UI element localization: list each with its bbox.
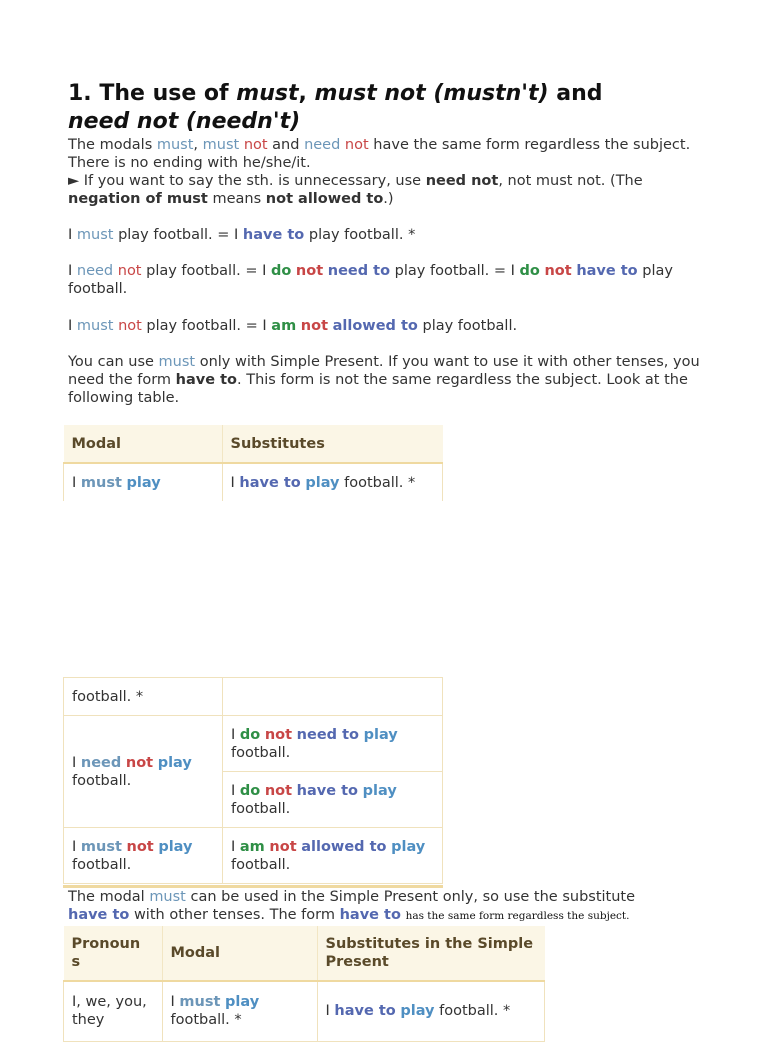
cell-not: not [269,838,297,855]
cell-must: must [179,994,221,1011]
ex-must: must [76,227,114,243]
heading-number: 1. [68,81,92,106]
intro-text: The modals [68,137,153,153]
cell-need: need [80,754,122,771]
cell-text: I [231,726,236,743]
table-cell [317,981,545,1041]
ex-allowed-to: allowed to [332,318,418,334]
cell-text: football. * [344,474,416,491]
table-row [64,678,443,716]
table-row [64,716,443,772]
header-substitutes-present: Substitutes in the Simple Present [317,926,545,981]
modal-must: must [202,137,240,153]
cell-play: play [391,838,426,855]
table-cell [64,463,223,501]
bold-negation: negation of must [68,191,208,207]
table-cell [64,828,223,884]
ex-not: not [544,263,572,279]
ex-have-to: have to [576,263,638,279]
intro-text: means [212,191,262,207]
modal-not: not [243,137,268,153]
cell-text: football. * [439,1003,511,1020]
intro-text: have the same form regardless the subject. There is no ending with he/she/it. [68,137,691,171]
table-cell [223,828,443,884]
ex-text: I [68,318,73,334]
intro-text: ► If you want to say the sth. is unnecessary, use [68,173,422,189]
header-pronouns: Pronoun s [64,926,163,981]
cell-text: I [325,1003,330,1020]
heading-and: and [556,81,603,106]
ex-not: not [118,318,142,334]
note-text: with other tenses. The form [133,907,335,923]
cell-have-to: have to [334,1003,396,1020]
section-heading: 1. The use of must, must not (mustn't) and need not (needn't) [68,81,603,134]
cell-am: am [239,838,265,855]
cell-play: play [363,726,398,743]
cell-must: must [80,474,122,491]
ex-text: play football. * [308,227,416,243]
usage-must: must [158,354,196,370]
cell-must: must [80,838,122,855]
note-serif-text: has the same form regardless the subject. [405,910,630,922]
table-cell [223,678,443,716]
cell-not: not [125,754,154,771]
heading-use-of: The use of [99,81,229,106]
ex-do: do [270,263,292,279]
ex-text: play football. [68,263,673,297]
cell-text: football. [231,744,291,761]
cell-play: play [362,782,397,799]
cell-text: I [72,838,77,855]
note-have-to: have to [339,907,401,923]
cell-text: football. [72,856,132,873]
cell-text: I [72,754,77,771]
intro-paragraph: The modals must, must not and need not have the same form regardless the subject. There is no ending with he/she/it. ► If you want to say the sth. is unnecessary, use need not, not must not. (The negation of must means not allowed to.) [68,137,691,207]
usage-have-to: have to [175,372,238,388]
cell-need-to: need to [296,726,359,743]
cell-text: I [170,994,175,1011]
heading-need-not: need not (needn't) [68,109,301,134]
table-cell [162,981,317,1041]
example-3 [68,317,708,335]
note-text: can be used in the Simple Present only, so use the substitute [190,889,636,905]
header-modal: Modal [64,425,223,463]
example-1 [68,226,708,244]
note-have-to: have to [68,907,130,923]
bold-not-allowed: not allowed to [265,191,384,207]
ex-text: play football. = I [146,263,267,279]
cell-not: not [264,782,293,799]
table-row [64,828,443,884]
cell-play: play [126,474,161,491]
cell-do: do [239,782,261,799]
ex-not: not [300,318,329,334]
note-must: must [149,889,186,905]
bold-need-not: need not [425,173,499,189]
heading-must: must [236,81,299,106]
table-row [64,981,545,1041]
cell-text: football. [72,772,132,789]
modal-table-part-2 [63,677,443,884]
ex-must: must [76,318,114,334]
ex-text: play football. = I [394,263,515,279]
table-cell [223,772,443,828]
ex-have-to: have to [242,227,305,243]
cell-not: not [126,838,154,855]
cell-text: football. [231,800,291,817]
ex-text: play football. = I [146,318,267,334]
cell-text: football. [231,856,291,873]
table-cell [64,716,223,828]
cell-play: play [305,474,340,491]
note-text: The modal [68,889,145,905]
usage-text: only with Simple Present. If you want to use it with other tenses, you need the form [68,354,700,388]
modal-need: need [304,137,341,153]
cell-text: I [230,474,235,491]
table-row [64,463,443,501]
intro-text: , not must not. (The [498,173,643,189]
ex-need-to: need to [327,263,391,279]
cell-do: do [239,726,261,743]
ex-need: need [76,263,114,279]
ex-not: not [295,263,324,279]
table-cell: football. * [64,678,223,716]
cell-text: I [231,838,236,855]
cell-text: I [72,474,77,491]
cell-play: play [158,838,193,855]
table-cell [222,463,443,501]
heading-must-not: must not (mustn't) [314,81,549,106]
usage-text: You can use [68,354,154,370]
usage-text: . This form is not the same regardless the subject. Look at the following table. [68,372,688,406]
ex-text: I [68,227,73,243]
cell-play: play [400,1003,435,1020]
usage-paragraph [68,353,708,407]
cell-have-to: have to [296,782,359,799]
ex-do: do [519,263,540,279]
ex-text: play football. [422,318,518,334]
ex-not: not [117,263,142,279]
modal-table-part-1 [63,425,443,501]
table-cell [223,716,443,772]
modal-must: must [156,137,194,153]
cell-not: not [264,726,293,743]
cell-have-to: have to [239,474,301,491]
ex-text: play football. = I [118,227,239,243]
modal-not: not [344,137,369,153]
cell-play: play [225,994,260,1011]
cell-play: play [157,754,192,771]
cell-text: I [231,782,236,799]
example-2 [68,262,708,298]
table-cell: I, we, you, they [64,981,163,1041]
cell-allowed-to: allowed to [301,838,387,855]
intro-text: .) [383,191,394,207]
intro-text: and [272,137,300,153]
cell-text: football. * [170,1012,242,1029]
header-modal: Modal [162,926,317,981]
ex-am: am [271,318,297,334]
ex-text: I [68,263,73,279]
note-paragraph [68,888,708,925]
header-substitutes: Substitutes [222,425,443,463]
pronoun-table [63,926,545,1042]
